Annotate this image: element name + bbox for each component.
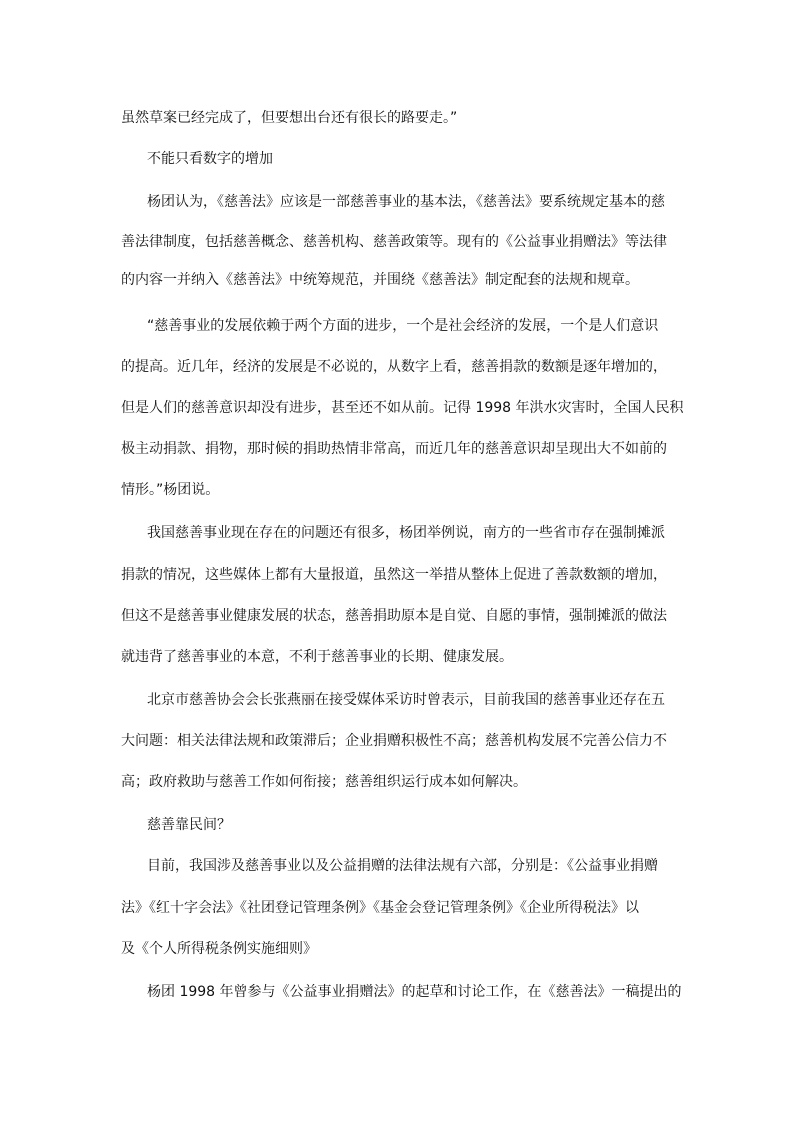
body-text-line: 法》《红十字会法》《社团登记管理条例》《基金会登记管理条例》《企业所得税法》以 [121,900,639,916]
body-text-line: 的提高。近几年，经济的发展是不必说的，从数字上看，慈善捐款的数额是逐年增加的， [121,359,667,375]
body-text-line: 善法律制度，包括慈善概念、慈善机构、慈善政策等。现有的《公益事业捐赠法》等法律 [121,234,667,250]
section-heading: 慈善靠民间？ [147,817,231,833]
section-heading: 不能只看数字的增加 [147,151,273,167]
body-text-line: 高；政府救助与慈善工作如何衔接；慈善组织运行成本如何解决。 [121,774,527,790]
body-text-line: 的内容一并纳入《慈善法》中统筹规范，并围绕《慈善法》制定配套的法规和规章。 [121,272,639,288]
body-text-line: 杨团 1998 年曾参与《公益事业捐赠法》的起草和讨论工作，在《慈善法》一稿提出的 [147,984,682,1000]
body-text-line: “慈善事业的发展依赖于两个方面的进步，一个是社会经济的发展，一个是人们意识 [147,318,659,334]
body-text-line: 杨团认为，《慈善法》应该是一部慈善事业的基本法，《慈善法》要系统规定基本的慈 [147,194,665,210]
body-text-line: 目前，我国涉及慈善事业以及公益捐赠的法律法规有六部，分别是：《公益事业捐赠 [147,858,658,874]
body-text-line: 但这不是慈善事业健康发展的状态，慈善捐助原本是自觉、自愿的事情，强制摊派的做法 [121,608,667,624]
body-text-line: 但是人们的慈善意识却没有进步，甚至还不如从前。记得 1998 年洪水灾害时，全国人民积 [121,400,684,416]
body-text-line: 北京市慈善协会会长张燕丽在接受媒体采访时曾表示，目前我国的慈善事业还存在五 [147,692,665,708]
body-text-line: 虽然草案已经完成了，但要想出台还有很长的路要走。” [121,110,458,126]
body-text-line: 我国慈善事业现在存在的问题还有很多，杨团举例说，南方的一些省市存在强制摊派 [147,525,665,541]
body-text-line: 大问题：相关法律法规和政策滞后；企业捐赠积极性不高；慈善机构发展不完善公信力不 [121,733,667,749]
body-text-line: 情形。”杨团说。 [121,482,220,498]
body-text-line: 及《个人所得税条例实施细则》 [121,941,317,957]
body-text-line: 就违背了慈善事业的本意，不利于慈善事业的长期、健康发展。 [121,649,513,665]
body-text-line: 极主动捐款、捐物，那时候的捐助热情非常高，而近几年的慈善意识却呈现出大不如前的 [121,441,667,457]
body-text-line: 捐款的情况，这些媒体上都有大量报道，虽然这一举措从整体上促进了善款数额的增加， [121,567,667,583]
